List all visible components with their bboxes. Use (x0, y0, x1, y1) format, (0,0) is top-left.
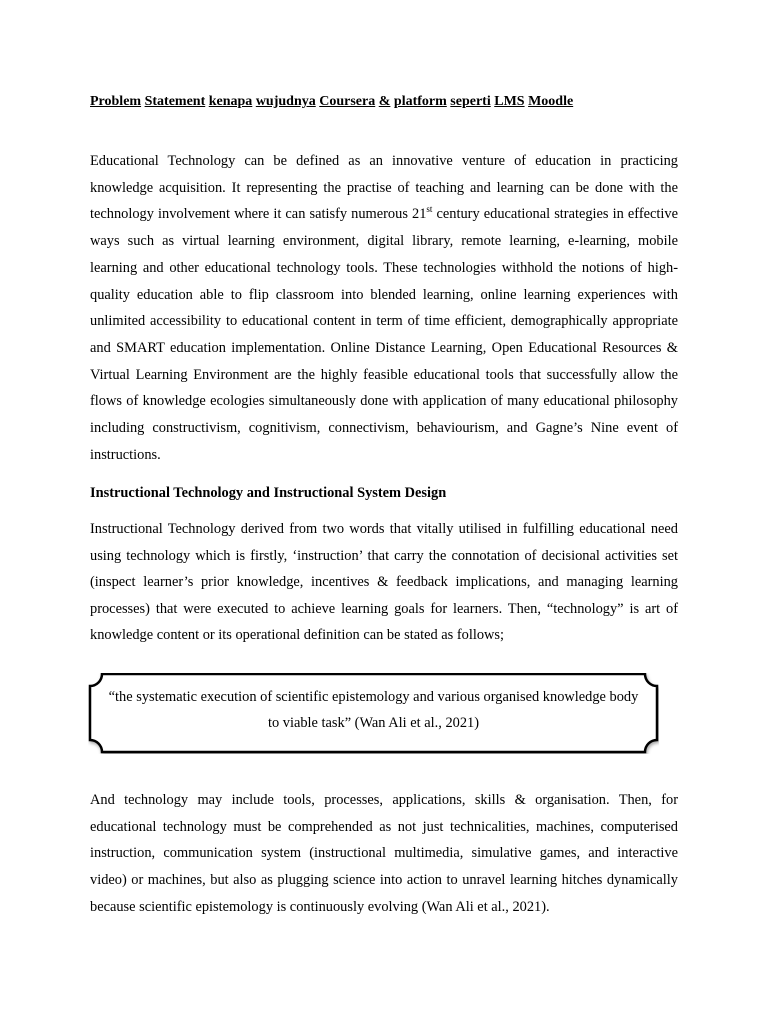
ordinal-superscript: st (426, 204, 433, 215)
instructional-technology-paragraph: Instructional Technology derived from two words that vitally utilised in fulfilling educational need using technology which is firstly, ‘instruction’ that carry the connotation of decisional activities set (inspect learner’s prior knowledge, incentives & feedback implications, and managing learning processes) that were executed to achieve learning goals for learners. Then, “technology” is art of knowledge content or its operational definition can be stated as follows; (90, 521, 678, 644)
title-word: platform (393, 94, 447, 109)
quote-text: “the systematic execution of scientific epistemology and various organised knowledge body to viable task” (Wan Ali et al., 2021) (108, 689, 639, 731)
title-word: Statement (144, 94, 206, 109)
quote-box (88, 673, 659, 754)
intro-paragraph (90, 148, 678, 468)
title-word: & (378, 94, 391, 109)
title-word: kenapa (208, 94, 253, 109)
title-word: Problem (90, 94, 142, 109)
title-word: seperti (450, 94, 491, 109)
intro-text-b: century educational strategies in effective ways such as virtual learning environment, digital library, remote learning, e-learning, mobile learning and other educational technology tools. These technologies withhold the notions of high-quality education able to flip classroom into blended learning, online learning experiences with unlimited accessibility to educational content in term of time efficient, demographically appropriate and SMART education implementation. Online Distance Learning, Open Educational Resources & Virtual Learning Environment are the highly feasible educational tools that successfully allow the flows of knowledge ecologies simultaneously done with application of many educational philosophy including constructivism, cognitivism, connectivism, behaviourism, and Gagne’s Nine event of instructions. (90, 206, 678, 463)
title-word: Moodle (528, 94, 574, 109)
title-word: wujudnya (255, 94, 316, 109)
technology-tools-paragraph: And technology may include tools, processes, applications, skills & organisation. Then, for educational technology must be comprehended as not just technicalities, machines, computerised instruction, communication system (instructional multimedia, simulative games, and interactive video) or machines, but also as plugging science into action to unravel learning hitches dynamically because scientific epistemology is continuously evolving (Wan Ali et al., 2021). (90, 792, 678, 915)
intro-text-a: Educational Technology can be defined as an innovative venture of education in practicing knowledge acquisition. It representing the practise of teaching and learning can be done with the technology involvement where it can satisfy numerous 21 (90, 153, 678, 223)
title-word: Coursera (319, 94, 376, 109)
document-title (90, 93, 573, 111)
section-heading: Instructional Technology and Instructional System Design (90, 485, 447, 501)
title-word: LMS (494, 94, 525, 109)
